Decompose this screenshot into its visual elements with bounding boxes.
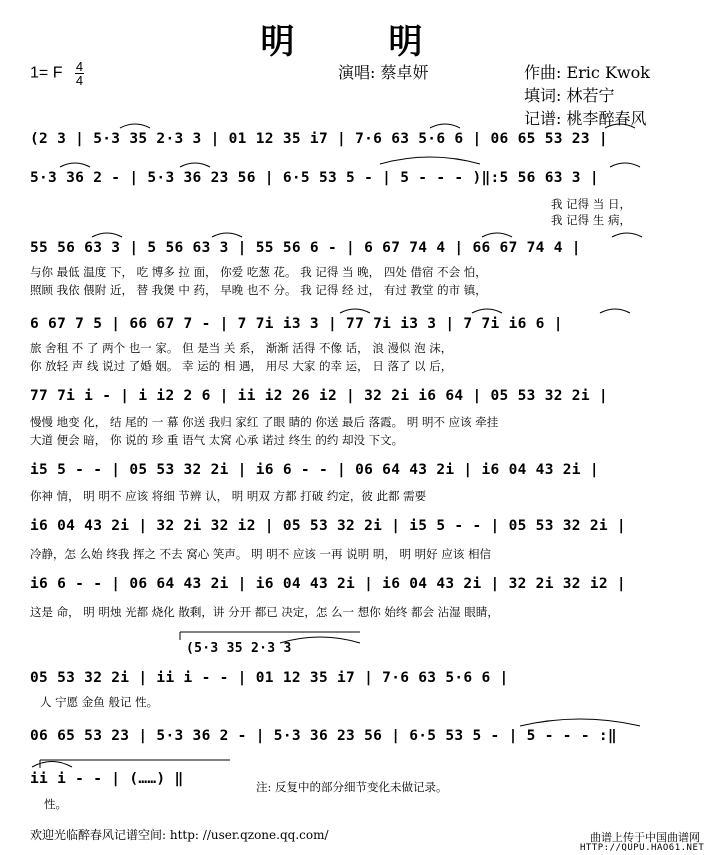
slur: [120, 124, 150, 128]
key-label: 1= F: [30, 64, 63, 82]
slur: [612, 233, 642, 237]
lyric-row-2-verse-2: 我 记得 生 病，: [551, 213, 631, 227]
slur: [92, 233, 122, 237]
remark-note: 注: 反复中的部分细节变化未做记录。: [256, 780, 448, 794]
slur: [610, 163, 640, 167]
time-signature: [75, 60, 84, 87]
lyric-row-5-verse-2: 大道 便会 暗， 你 说的 珍 重 语气 太窝 心承 诺过 终生 的约 却没 下文。: [30, 433, 404, 447]
slur: [380, 157, 480, 164]
composer-credit: 作曲: Eric Kwok: [524, 63, 650, 82]
lyric-row-11-verse-1: 性。: [44, 797, 67, 811]
notation-row-2: 5·3 36 2 - | 5·3 36 23 56 | 6·5 53 5 - | 5 - - - )‖:5 56 63 3 |: [30, 170, 599, 186]
lyric-row-5-verse-1: 慢慢 地变 化， 结 尾的 一 幕 你送 我归 家红 了眼 睛的 你送 最后 落霞。 明 明不 应该 牵挂: [30, 415, 499, 429]
watermark-line-2: HTTP://QUPU.HAO61.NET: [580, 843, 705, 853]
notation-row-5: 77 7i i - | i i2 2 6 | ii i2 26 i2 | 32 2i i6 64 | 05 53 32 2i |: [30, 388, 608, 404]
notation-row-10: 06 65 53 23 | 5·3 36 2 - | 5·3 36 23 56 | 6·5 53 5 - | 5 - - - :‖: [30, 728, 617, 744]
lyric-row-3-verse-1: 与你 最低 温度 下， 吃 博多 拉 面， 你爱 吃葱 花。 我 记得 当 晚， 四处 借宿 不会 怕，: [30, 265, 487, 279]
transcriber-credit: 记谱: 桃李醉春风: [524, 109, 647, 128]
lyric-row-8-verse-1: 这是 命， 明 明烛 光都 烧化 散剩，讲 分开 都已 决定，怎 么一 想你 始终 都会 沾湿 眼睛，: [30, 605, 499, 619]
notation-row-8: i6 6 - - | 06 64 43 2i | i6 04 43 2i | i6 04 43 2i | 32 2i 32 i2 |: [30, 576, 626, 592]
lyric-row-3-verse-2: 照顾 我依 偎附 近， 替 我煲 中 药， 早晚 也不 分。 我 记得 经 过， 有过 教堂 的市 镇，: [30, 283, 487, 297]
lyric-row-4-verse-1: 旅 舍租 不 了 两个 也一 家。 但 是当 关 系， 渐渐 活得 不像 话， 浪 漫似 泡 沫，: [30, 341, 453, 355]
slur: [600, 309, 630, 313]
lyric-row-2-verse-1: 我 记得 当 日，: [551, 197, 631, 211]
notation-row-1: (2 3 | 5·3 35 2·3 3 | 01 12 35 i7 | 7·6 63 5·6 6 | 06 65 53 23 |: [30, 131, 608, 147]
time-signature-bottom: 4: [75, 73, 84, 88]
watermark-line-1: 曲谱上传于中国曲谱网: [590, 831, 700, 844]
slur: [60, 163, 90, 167]
lyric-row-7-verse-1: 冷静，怎 么始 终我 挥之 不去 窝心 笑声。 明 明不 应该 一再 说明 明， 明 明好 应该 相信: [30, 547, 491, 561]
slur: [482, 233, 512, 237]
time-signature-top: 4: [75, 59, 84, 74]
notation-row-3: 55 56 63 3 | 5 56 63 3 | 55 56 6 - | 6 67 74 4 | 66 67 74 4 |: [30, 240, 581, 256]
footer-text: 欢迎光临醉春风记谱空间: http: //user.qzone.qq.com/: [30, 828, 329, 842]
key-signature: [30, 60, 84, 87]
notation-row-6: i5 5 - - | 05 53 32 2i | i6 6 - - | 06 64 43 2i | i6 04 43 2i |: [30, 462, 599, 478]
slur: [32, 762, 72, 768]
notation-row-9: 05 53 32 2i | ii i - - | 01 12 35 i7 | 7·6 63 5·6 6 |: [30, 670, 509, 686]
notation-row-9-alternate: (5·3 35 2·3 3: [186, 641, 292, 656]
lyricist-credit: 填词: 林若宁: [524, 86, 615, 105]
notation-row-7: i6 04 43 2i | 32 2i 32 i2 | 05 53 32 2i | i5 5 - - | 05 53 32 2i |: [30, 518, 626, 534]
singer-credit: 演唱: 蔡卓妍: [338, 63, 429, 82]
slur: [520, 719, 640, 726]
notation-row-11: ii i - - | (……) ‖: [30, 771, 184, 787]
slur: [280, 637, 360, 643]
lyric-row-6-verse-1: 你神 情， 明 明不 应该 将细 节辨 认， 明 明双 方都 打破 约定，彼 此都 需要: [30, 489, 427, 503]
slur: [212, 233, 242, 237]
notation-row-4: 6 67 7 5 | 66 67 7 - | 7 7i i3 3 | 77 7i i3 3 | 7 7i i6 6 |: [30, 316, 563, 332]
slur: [430, 124, 460, 128]
slur: [472, 309, 502, 313]
song-title: 明 明: [260, 22, 453, 62]
slur: [180, 163, 210, 167]
slur: [340, 309, 370, 313]
lyric-row-4-verse-2: 你 放轻 声 线 说过 了婚 姻。 幸 运的 相 遇， 用尽 大家 的幸 运， 日 落了 以 后，: [30, 359, 453, 373]
lyric-row-9-verse-1: 人 宁愿 金鱼 般记 性。: [40, 695, 159, 709]
